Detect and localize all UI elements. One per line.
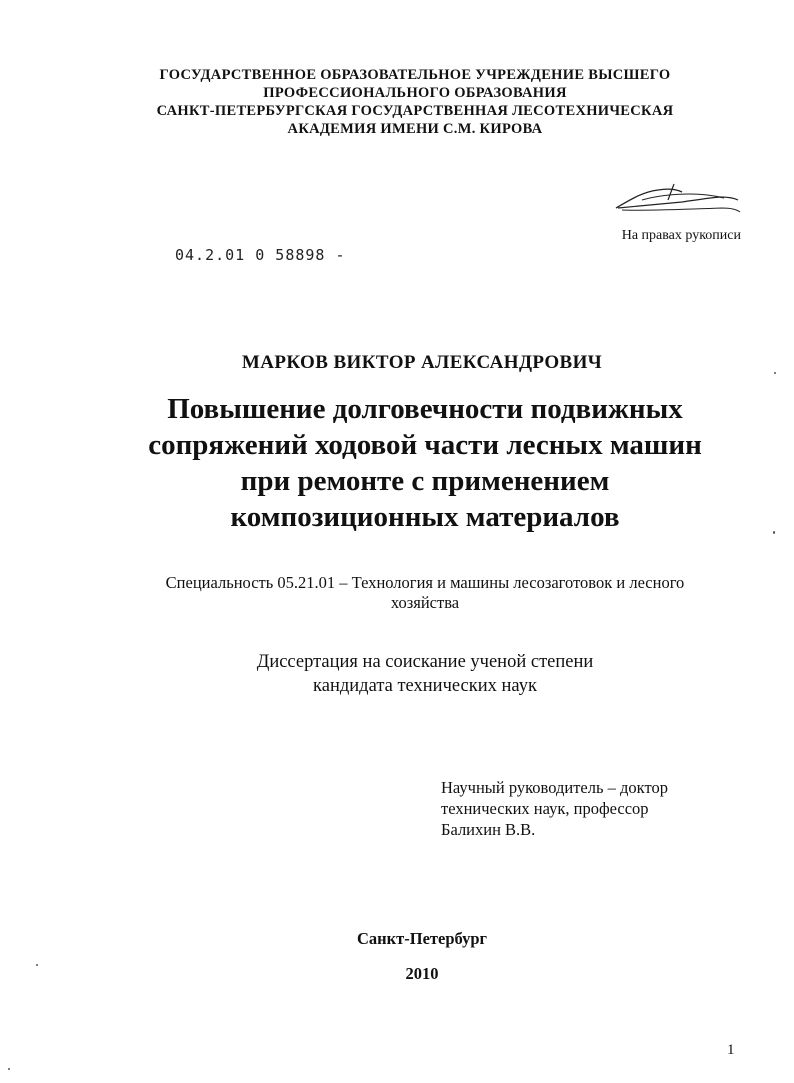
institution-line: АКАДЕМИЯ ИМЕНИ С.М. КИРОВА [287, 121, 543, 137]
scientific-supervisor [441, 777, 668, 840]
page-number: 1 [727, 1042, 735, 1058]
stamp-number: 04.2.01 0 58898 - [175, 246, 346, 264]
degree-statement [100, 650, 750, 698]
author-name: МАРКОВ ВИКТОР АЛЕКСАНДРОВИЧ [241, 352, 603, 373]
title-line: композиционных материалов [230, 501, 620, 533]
scan-speck [36, 964, 38, 966]
supervisor-line: Балихин В.В. [441, 820, 536, 839]
degree-line: Диссертация на соискание ученой степени [256, 652, 594, 672]
dissertation-title [90, 391, 760, 535]
city: Санкт-Петербург [356, 929, 488, 948]
specialty-line: хозяйства [390, 593, 460, 612]
manuscript-rights-note: На правах рукописи [621, 228, 741, 243]
supervisor-line: Научный руководитель – доктор [441, 778, 668, 797]
year: 2010 [405, 964, 439, 983]
title-line: Повышение долговечности подвижных [167, 393, 683, 425]
scan-speck [773, 531, 775, 534]
scan-speck [774, 372, 776, 374]
specialty-line: Специальность 05.21.01 – Технология и машины лесозаготовок и лесного [165, 573, 685, 592]
institution-line: ГОСУДАРСТВЕННОЕ ОБРАЗОВАТЕЛЬНОЕ УЧРЕЖДЕНИЕ ВЫСШЕГО [159, 67, 671, 83]
institution-header [100, 66, 730, 138]
degree-line: кандидата технических наук [313, 676, 537, 696]
institution-line: САНКТ-ПЕТЕРБУРГСКАЯ ГОСУДАРСТВЕННАЯ ЛЕСОТЕХНИЧЕСКАЯ [156, 103, 674, 119]
scan-speck [8, 1068, 10, 1070]
institution-line: ПРОФЕССИОНАЛЬНОГО ОБРАЗОВАНИЯ [263, 85, 567, 101]
title-line: сопряжений ходовой части лесных машин [148, 429, 702, 461]
title-line: при ремонте с применением [240, 465, 610, 497]
supervisor-line: технических наук, профессор [441, 799, 649, 818]
handwritten-signature [612, 178, 742, 218]
specialty [100, 573, 750, 613]
